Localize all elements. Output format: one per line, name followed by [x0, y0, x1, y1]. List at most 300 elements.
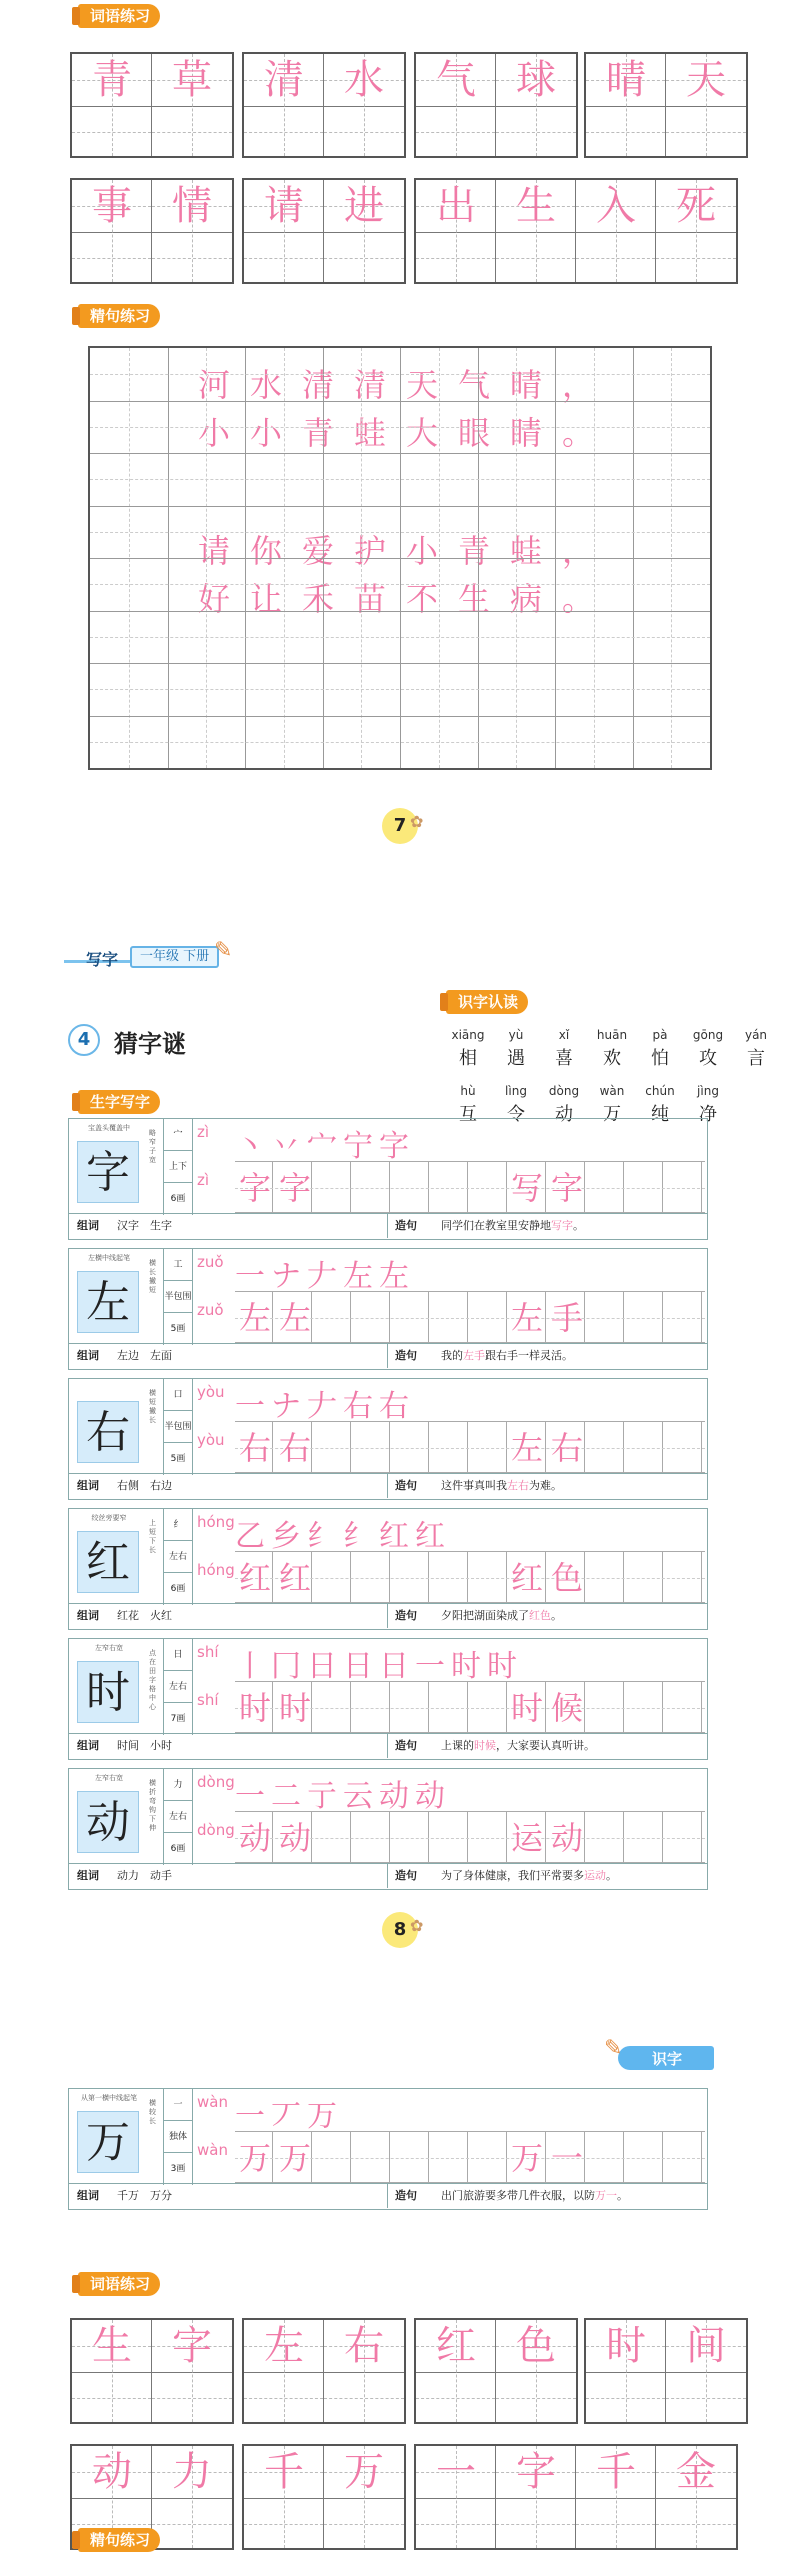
- char-tip: 横较长: [149, 2099, 156, 2125]
- char-note: 绞丝旁要窄: [91, 1514, 127, 1522]
- grade-label: 一年级 下册: [130, 946, 219, 968]
- trace-char: 万: [279, 2139, 312, 2177]
- stroke-count: 5画: [170, 1324, 186, 1334]
- stroke-count: 6画: [170, 1844, 186, 1854]
- char-tip: 横短撇长: [149, 1389, 156, 1424]
- char-info: [163, 2089, 193, 2185]
- word-char: 事: [92, 183, 132, 229]
- word-box: [242, 2444, 406, 2550]
- char-note: 左窄右宽: [95, 1774, 123, 1782]
- word-char: 间: [686, 2323, 726, 2369]
- grid-line: [90, 663, 710, 664]
- radical-label: 日: [164, 1639, 192, 1671]
- word-cell: [244, 180, 324, 282]
- pinyin-label: xiāng: [451, 1028, 485, 1042]
- word-char: 时: [606, 2323, 646, 2369]
- stroke-count: 5画: [170, 1454, 186, 1464]
- recognize-char: 遇: [507, 1048, 525, 1069]
- word-box: [584, 52, 748, 158]
- pinyin-label: wàn: [197, 2093, 228, 2111]
- stroke-order: 一ナ𠂇左左: [235, 1259, 415, 1294]
- structure-label: 左右: [164, 1541, 192, 1573]
- radical-label: 工: [164, 1249, 192, 1281]
- sentence-part: ，大家要认真听讲。: [496, 1739, 595, 1752]
- recognize-char: 相: [459, 1048, 477, 1069]
- trace-char: 万: [239, 2139, 272, 2177]
- word-char: 力: [172, 2449, 212, 2495]
- word-char: 出: [436, 183, 476, 229]
- char-card: [68, 1768, 708, 1890]
- trace-char: 左: [239, 1299, 272, 1337]
- recognize-char: 欢: [603, 1048, 621, 1069]
- structure-label: 半包围: [164, 1411, 192, 1443]
- word-char: 进: [344, 183, 384, 229]
- example-sentence: [441, 1474, 562, 1498]
- word-char: 晴: [606, 57, 646, 103]
- word-cell: [576, 2446, 656, 2548]
- pinyin-label: chún: [645, 1084, 675, 1098]
- sentence-part: 这件事真叫我: [441, 1479, 507, 1492]
- pinyin-label: dòng: [548, 1084, 580, 1098]
- recognize-char: 喜: [555, 1048, 573, 1069]
- sentence-line-3: 请你爱护小青蛙，: [198, 532, 615, 570]
- word-cell: [416, 54, 496, 156]
- divider: [387, 2184, 388, 2208]
- example-sentence: [441, 1214, 584, 1238]
- word-char: 气: [436, 57, 476, 103]
- word-cell: [666, 54, 746, 156]
- sentence-part: 同学们在教室里安静地: [441, 1219, 551, 1232]
- word-char: 手: [551, 1299, 584, 1337]
- char-card: [68, 1248, 708, 1370]
- word-cell: [244, 2320, 324, 2422]
- char-card: [68, 2088, 708, 2210]
- word-box: [414, 52, 578, 158]
- word-char: 右: [551, 1429, 584, 1467]
- radical-label: 一: [164, 2089, 192, 2121]
- char-info: [163, 1249, 193, 1345]
- flower-icon: ✿: [410, 812, 424, 831]
- word-char: 球: [516, 57, 556, 103]
- char-note: 从第一横中线起笔: [81, 2094, 137, 2102]
- recognize-char: 攻: [699, 1048, 717, 1069]
- structure-label: 左右: [164, 1671, 192, 1703]
- sentence-highlight: 写字: [551, 1219, 573, 1232]
- sentence-label: 造句: [395, 2189, 417, 2202]
- char-note: 宝盖头覆盖中: [88, 1124, 130, 1132]
- char-card: [68, 1118, 708, 1240]
- word-cell: [586, 2320, 666, 2422]
- sentence-highlight: 时候: [474, 1739, 496, 1752]
- word-char: 红: [436, 2323, 476, 2369]
- lesson-title: 猜字谜: [114, 1029, 186, 1058]
- word-cell: [496, 54, 576, 156]
- pinyin-label: yòu: [197, 1383, 225, 1401]
- word-char: 一: [436, 2449, 476, 2495]
- word-box: [70, 2318, 234, 2424]
- word-box: [584, 2318, 748, 2424]
- stroke-order: 一ナ𠂇右右: [235, 1389, 415, 1424]
- trace-char: 左: [279, 1299, 312, 1337]
- grid-line: [90, 637, 710, 638]
- word-examples: 动力 动手: [117, 1869, 172, 1882]
- card-footer: [69, 1863, 707, 1889]
- char-info: [163, 1119, 193, 1215]
- recognize-char: 言: [747, 1048, 765, 1069]
- word-char: 水: [344, 57, 384, 103]
- char-tip: 略窄子宽: [149, 1129, 156, 1164]
- pinyin-label: zuǒ: [197, 1253, 224, 1271]
- word-char: 万: [344, 2449, 384, 2495]
- word-cell: [244, 54, 324, 156]
- word-char: 候: [551, 1689, 584, 1727]
- word-box: [70, 178, 234, 284]
- sentence-part: 为了身体健康，我们平常要多: [441, 1869, 584, 1882]
- section-header-label: 识字: [652, 2050, 683, 2068]
- sentence-part: 为难。: [529, 1479, 562, 1492]
- char-note: 左窄右宽: [95, 1644, 123, 1652]
- sentence-highlight: 红色: [529, 1609, 551, 1622]
- card-footer: [69, 1343, 707, 1369]
- trace-char: 字: [239, 1169, 272, 1207]
- word-cell: [496, 180, 576, 282]
- trace-char: 时: [279, 1689, 312, 1727]
- divider: [387, 1604, 388, 1628]
- grid-line: [90, 689, 710, 690]
- pencil-icon: ✎: [604, 2036, 623, 2061]
- divider: [387, 1734, 388, 1758]
- word-char: 生: [92, 2323, 132, 2369]
- pencil-icon: ✎: [214, 938, 233, 963]
- word-box: [414, 2444, 738, 2550]
- char-big: 左: [77, 1271, 139, 1333]
- example-sentence: [441, 2184, 628, 2208]
- char-info: [163, 1639, 193, 1735]
- char-big: 时: [77, 1661, 139, 1723]
- sentence-part: 我的: [441, 1349, 463, 1362]
- card-footer: [69, 1733, 707, 1759]
- word-char: 死: [676, 183, 716, 229]
- stroke-count: 6画: [170, 1584, 186, 1594]
- char-big: 动: [77, 1791, 139, 1853]
- sentence-part: 。: [573, 1219, 584, 1232]
- grid-line: [90, 427, 710, 428]
- pinyin-label: dòng: [197, 1821, 235, 1839]
- word-char: 金: [676, 2449, 716, 2495]
- recognize-char: 万: [603, 1104, 621, 1125]
- char-tip: 横长撇短: [149, 1259, 156, 1294]
- word-cell: [152, 180, 232, 282]
- divider: [387, 1864, 388, 1888]
- recognize-char: 互: [459, 1104, 477, 1125]
- flower-icon: ✿: [410, 1916, 424, 1935]
- pinyin-label: yòu: [197, 1431, 225, 1449]
- word-char: 色: [516, 2323, 556, 2369]
- stroke-count: 3画: [170, 2164, 186, 2174]
- card-footer: [69, 2183, 707, 2209]
- radical-label: 纟: [164, 1509, 192, 1541]
- grid-line: [90, 584, 710, 585]
- sentence-label: 造句: [395, 1479, 417, 1492]
- char-tip: 上短下长: [149, 1519, 156, 1554]
- grid-line: [90, 558, 710, 559]
- section-header-tab: [618, 2046, 714, 2070]
- sentence-part: 。: [606, 1869, 617, 1882]
- sentence-part: 夕阳把湖面染成了: [441, 1609, 529, 1622]
- pinyin-label: wàn: [197, 2141, 228, 2159]
- sentence-highlight: 左手: [463, 1349, 485, 1362]
- word-char: 时: [511, 1689, 544, 1727]
- pinyin-label: yù: [508, 1028, 524, 1042]
- recognize-char: 动: [555, 1104, 573, 1125]
- word-char: 一: [551, 2139, 584, 2177]
- word-char: 动: [92, 2449, 132, 2495]
- word-char: 字: [551, 1169, 584, 1207]
- sentence-highlight: 左右: [507, 1479, 529, 1492]
- trace-char: 红: [239, 1559, 272, 1597]
- word-label: 组词: [77, 1349, 99, 1362]
- word-box: [414, 2318, 578, 2424]
- grid-line: [90, 506, 710, 507]
- trace-char: 右: [239, 1429, 272, 1467]
- sentence-highlight: 万一: [595, 2189, 617, 2202]
- char-big: 字: [77, 1141, 139, 1203]
- example-sentence: [441, 1734, 595, 1758]
- grid-line: [90, 532, 710, 533]
- divider: [387, 1344, 388, 1368]
- stroke-order: 乙乡纟纟红红: [235, 1519, 451, 1554]
- word-char: 右: [344, 2323, 384, 2369]
- word-char: 字: [516, 2449, 556, 2495]
- card-footer: [69, 1603, 707, 1629]
- char-info: [163, 1769, 193, 1865]
- section-tag-word-practice: 词语练习: [78, 4, 160, 28]
- sentence-highlight: 运动: [584, 1869, 606, 1882]
- sentence-label: 造句: [395, 1219, 417, 1232]
- sentence-practice-grid: [88, 346, 712, 770]
- word-char: 动: [551, 1819, 584, 1857]
- pinyin-label: zì: [197, 1123, 210, 1141]
- word-cell: [416, 2446, 496, 2548]
- pinyin-label: zì: [197, 1171, 210, 1189]
- word-cell: [324, 180, 404, 282]
- word-char: 红: [511, 1559, 544, 1597]
- structure-label: 独体: [164, 2121, 192, 2153]
- grid-line: [90, 611, 710, 612]
- word-box: [70, 52, 234, 158]
- stroke-order: 丨冂日日日一时时: [235, 1649, 523, 1684]
- pinyin-label: hù: [460, 1084, 476, 1098]
- pinyin-label: shí: [197, 1643, 219, 1661]
- section-tag-word-practice-2: 词语练习: [78, 2272, 160, 2296]
- sentence-part: 。: [551, 1609, 562, 1622]
- word-cell: [666, 2320, 746, 2422]
- word-cell: [152, 54, 232, 156]
- pinyin-label: pà: [652, 1028, 668, 1042]
- stroke-order: 丶丷宀宁字: [235, 1129, 415, 1164]
- word-cell: [244, 2446, 324, 2548]
- grid-line: [90, 401, 710, 402]
- word-char: 左: [511, 1429, 544, 1467]
- word-char: 请: [264, 183, 304, 229]
- sentence-part: 上课的: [441, 1739, 474, 1752]
- word-cell: [416, 2320, 496, 2422]
- radical-label: 宀: [164, 1119, 192, 1151]
- trace-char: 右: [279, 1429, 312, 1467]
- char-big: 右: [77, 1401, 139, 1463]
- example-sentence: [441, 1344, 573, 1368]
- word-char: 运: [511, 1819, 544, 1857]
- word-char: 青: [92, 57, 132, 103]
- grid-line: [90, 374, 710, 375]
- word-cell: [496, 2446, 576, 2548]
- word-label: 组词: [77, 1869, 99, 1882]
- grid-line: [90, 742, 710, 743]
- radical-label: 口: [164, 1379, 192, 1411]
- word-label: 组词: [77, 1219, 99, 1232]
- word-char: 万: [511, 2139, 544, 2177]
- word-label: 组词: [77, 2189, 99, 2202]
- grid-line: [90, 479, 710, 480]
- pinyin-label: hóng: [197, 1513, 235, 1531]
- word-box: [242, 2318, 406, 2424]
- radical-label: 力: [164, 1769, 192, 1801]
- word-cell: [72, 2320, 152, 2422]
- pinyin-label: wàn: [599, 1084, 625, 1098]
- word-cell: [324, 2446, 404, 2548]
- divider: [387, 1474, 388, 1498]
- pinyin-label: xǐ: [558, 1028, 570, 1042]
- word-cell: [324, 2320, 404, 2422]
- char-info: [163, 1379, 193, 1475]
- char-card: [68, 1638, 708, 1760]
- word-cell: [576, 180, 656, 282]
- stroke-count: 7画: [170, 1714, 186, 1724]
- word-char: 生: [516, 183, 556, 229]
- word-box: [242, 178, 406, 284]
- word-char: 字: [172, 2323, 212, 2369]
- word-cell: [72, 54, 152, 156]
- structure-label: 半包围: [164, 1281, 192, 1313]
- word-cell: [496, 2320, 576, 2422]
- word-char: 写: [511, 1169, 544, 1207]
- pinyin-label: shí: [197, 1691, 219, 1709]
- recognize-char: 令: [507, 1104, 525, 1125]
- char-card: [68, 1508, 708, 1630]
- pinyin-label: gōng: [692, 1028, 724, 1042]
- word-char: 草: [172, 57, 212, 103]
- sentence-part: 。: [617, 2189, 628, 2202]
- word-cell: [72, 180, 152, 282]
- char-tip: 横折弯钩下伸: [149, 1779, 156, 1832]
- section-tag-recognize: 识字认读: [446, 990, 528, 1014]
- trace-char: 字: [279, 1169, 312, 1207]
- subject-label: 写字: [86, 950, 119, 969]
- trace-char: 动: [279, 1819, 312, 1857]
- structure-label: 左右: [164, 1801, 192, 1833]
- word-char: 情: [172, 183, 212, 229]
- word-box: [242, 52, 406, 158]
- word-cell: [416, 180, 496, 282]
- pinyin-label: huān: [596, 1028, 628, 1042]
- sentence-label: 造句: [395, 1869, 417, 1882]
- stroke-order: 一二亍云动动: [235, 1779, 451, 1814]
- sentence-label: 造句: [395, 1739, 417, 1752]
- char-big: 万: [77, 2111, 139, 2173]
- example-sentence: [441, 1604, 562, 1628]
- word-char: 清: [264, 57, 304, 103]
- word-char: 色: [551, 1559, 584, 1597]
- recognize-char: 怕: [651, 1048, 669, 1069]
- word-examples: 红花 火红: [117, 1609, 172, 1622]
- page-number-8: 8: [382, 1912, 418, 1948]
- pinyin-label: dòng: [197, 1773, 235, 1791]
- word-examples: 千万 万分: [117, 2189, 172, 2202]
- structure-label: 上下: [164, 1151, 192, 1183]
- example-sentence: [441, 1864, 617, 1888]
- sentence-part: 出门旅游要多带几件衣服，以防: [441, 2189, 595, 2202]
- pinyin-label: lìng: [505, 1084, 527, 1098]
- word-label: 组词: [77, 1609, 99, 1622]
- page-number: 7: [382, 808, 418, 844]
- section-tag-sentence-practice-2: 精句练习: [78, 2528, 160, 2552]
- section-tag-sentence-practice: 精句练习: [78, 304, 160, 328]
- stroke-order: 一丆万: [235, 2099, 343, 2134]
- word-cell: [586, 54, 666, 156]
- trace-char: 红: [279, 1559, 312, 1597]
- section-tag-new-chars: 生字写字: [78, 1090, 160, 1114]
- word-box: [414, 178, 738, 284]
- char-tip: 点在田字格中心: [149, 1649, 156, 1711]
- word-char: 天: [686, 57, 726, 103]
- lesson-number: 4: [68, 1024, 100, 1056]
- char-big: 红: [77, 1531, 139, 1593]
- word-char: 千: [264, 2449, 304, 2495]
- recognize-char: 净: [699, 1104, 717, 1125]
- grid-line: [90, 716, 710, 717]
- recognize-char: 纯: [651, 1104, 669, 1125]
- word-examples: 左边 左面: [117, 1349, 172, 1362]
- sentence-line-2: 小小青蛙大眼睛。: [198, 414, 615, 452]
- trace-char: 动: [239, 1819, 272, 1857]
- word-char: 千: [596, 2449, 636, 2495]
- sentence-label: 造句: [395, 1349, 417, 1362]
- char-info: [163, 1509, 193, 1605]
- word-label: 组词: [77, 1479, 99, 1492]
- pinyin-label: hóng: [197, 1561, 235, 1579]
- pinyin-label: zuǒ: [197, 1301, 224, 1319]
- char-card: [68, 1378, 708, 1500]
- pinyin-label: yán: [744, 1028, 768, 1042]
- word-cell: [152, 2320, 232, 2422]
- stroke-count: 6画: [170, 1194, 186, 1204]
- sentence-part: 跟右手一样灵活。: [485, 1349, 573, 1362]
- word-label: 组词: [77, 1739, 99, 1752]
- word-cell: [152, 2446, 232, 2548]
- card-footer: [69, 1473, 707, 1499]
- word-examples: 汉字 生字: [117, 1219, 172, 1232]
- sentence-label: 造句: [395, 1609, 417, 1622]
- sentence-line-4: 好让禾苗不生病。: [198, 580, 615, 618]
- word-char: 左: [264, 2323, 304, 2369]
- word-cell: [656, 180, 736, 282]
- word-cell: [656, 2446, 736, 2548]
- word-cell: [324, 54, 404, 156]
- word-examples: 右侧 右边: [117, 1479, 172, 1492]
- char-note: 左横中线起笔: [88, 1254, 130, 1262]
- word-examples: 时间 小时: [117, 1739, 172, 1752]
- card-footer: [69, 1213, 707, 1239]
